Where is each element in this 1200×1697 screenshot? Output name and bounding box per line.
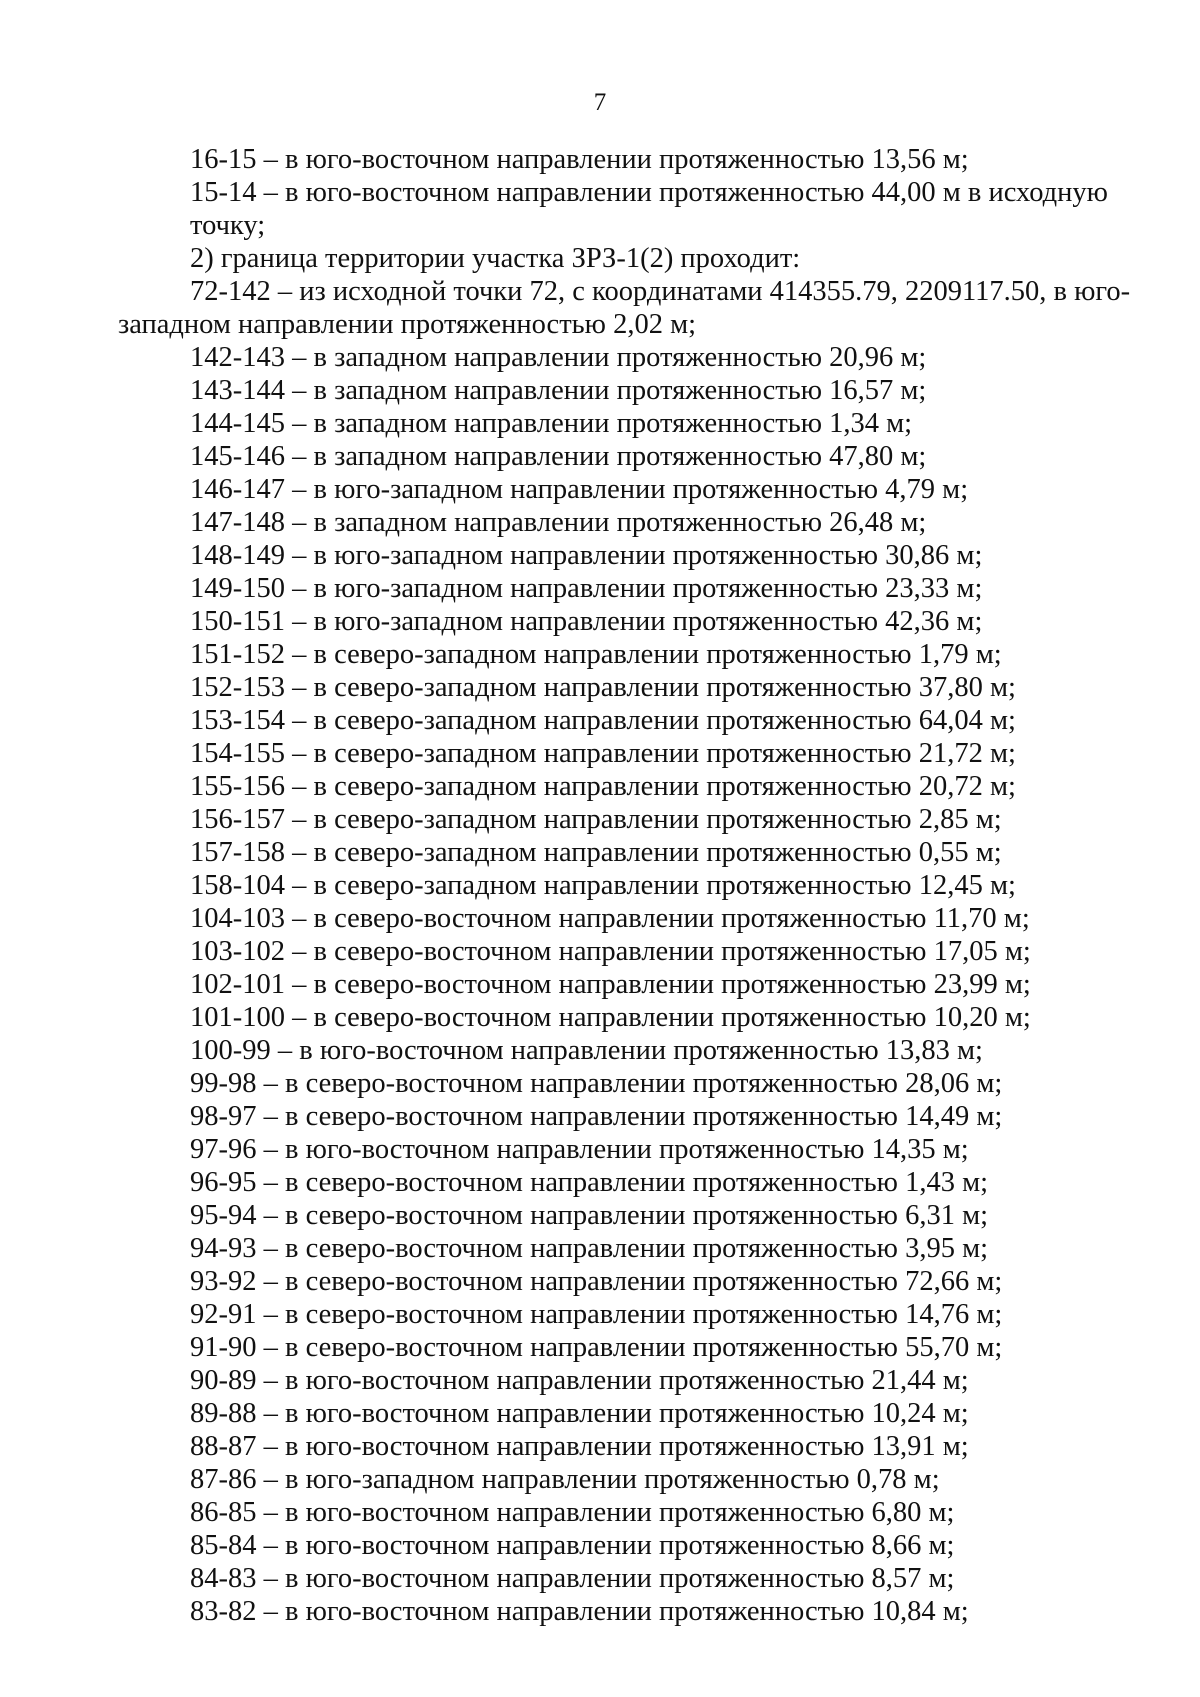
text-line: 142-143 – в западном направлении протяженностью 20,96 м; bbox=[190, 342, 927, 373]
text-line: 145-146 – в западном направлении протяженностью 47,80 м; bbox=[190, 441, 927, 472]
text-line: 150-151 – в юго-западном направлении протяженностью 42,36 м; bbox=[190, 606, 983, 637]
text-line: 154-155 – в северо-западном направлении протяженностью 21,72 м; bbox=[190, 738, 1016, 769]
text-line: 148-149 – в юго-западном направлении протяженностью 30,86 м; bbox=[190, 540, 983, 571]
text-line: 90-89 – в юго-восточном направлении протяженностью 21,44 м; bbox=[190, 1365, 969, 1396]
text-line: 144-145 – в западном направлении протяженностью 1,34 м; bbox=[190, 408, 913, 439]
text-line: 155-156 – в северо-западном направлении протяженностью 20,72 м; bbox=[190, 771, 1016, 802]
text-line: 89-88 – в юго-восточном направлении протяженностью 10,24 м; bbox=[190, 1398, 969, 1429]
text-line: 146-147 – в юго-западном направлении протяженностью 4,79 м; bbox=[190, 474, 969, 505]
text-line: 147-148 – в западном направлении протяженностью 26,48 м; bbox=[190, 507, 927, 538]
text-line: западном направлении протяженностью 2,02 м; bbox=[118, 309, 697, 340]
text-line: 158-104 – в северо-западном направлении протяженностью 12,45 м; bbox=[190, 870, 1016, 901]
text-line: 92-91 – в северо-восточном направлении протяженностью 14,76 м; bbox=[190, 1299, 1003, 1330]
text-line: 104-103 – в северо-восточном направлении протяженностью 11,70 м; bbox=[190, 903, 1030, 934]
document-body bbox=[118, 143, 1138, 1628]
text-line: 97-96 – в юго-восточном направлении протяженностью 14,35 м; bbox=[190, 1134, 969, 1165]
text-line: 149-150 – в юго-западном направлении протяженностью 23,33 м; bbox=[190, 573, 983, 604]
text-line: 16-15 – в юго-восточном направлении протяженностью 13,56 м; bbox=[190, 144, 969, 175]
text-line: 95-94 – в северо-восточном направлении протяженностью 6,31 м; bbox=[190, 1200, 989, 1231]
text-line: 100-99 – в юго-восточном направлении протяженностью 13,83 м; bbox=[190, 1035, 983, 1066]
text-line: 96-95 – в северо-восточном направлении протяженностью 1,43 м; bbox=[190, 1167, 989, 1198]
text-line: 72-142 – из исходной точки 72, с координатами 414355.79, 2209117.50, в юго- bbox=[190, 276, 1131, 307]
text-line: 86-85 – в юго-восточном направлении протяженностью 6,80 м; bbox=[190, 1497, 955, 1528]
text-line: 2) граница территории участка ЗРЗ-1(2) проходит: bbox=[190, 243, 801, 274]
text-line: 102-101 – в северо-восточном направлении протяженностью 23,99 м; bbox=[190, 969, 1031, 1000]
text-line: 15-14 – в юго-восточном направлении протяженностью 44,00 м в исходную bbox=[190, 177, 1108, 208]
text-line: 103-102 – в северо-восточном направлении протяженностью 17,05 м; bbox=[190, 936, 1031, 967]
page-number: 7 bbox=[593, 89, 607, 116]
text-line: 152-153 – в северо-западном направлении протяженностью 37,80 м; bbox=[190, 672, 1016, 703]
text-line: 83-82 – в юго-восточном направлении протяженностью 10,84 м; bbox=[190, 1596, 969, 1627]
text-line: 99-98 – в северо-восточном направлении протяженностью 28,06 м; bbox=[190, 1068, 1003, 1099]
text-line: 84-83 – в юго-восточном направлении протяженностью 8,57 м; bbox=[190, 1563, 955, 1594]
text-line: 88-87 – в юго-восточном направлении протяженностью 13,91 м; bbox=[190, 1431, 969, 1462]
text-line: 157-158 – в северо-западном направлении протяженностью 0,55 м; bbox=[190, 837, 1002, 868]
text-line: 91-90 – в северо-восточном направлении протяженностью 55,70 м; bbox=[190, 1332, 1003, 1363]
text-line: 143-144 – в западном направлении протяженностью 16,57 м; bbox=[190, 375, 927, 406]
text-line: 101-100 – в северо-восточном направлении протяженностью 10,20 м; bbox=[190, 1002, 1031, 1033]
text-line: 87-86 – в юго-западном направлении протяженностью 0,78 м; bbox=[190, 1464, 940, 1495]
text-line: 153-154 – в северо-западном направлении протяженностью 64,04 м; bbox=[190, 705, 1016, 736]
text-line: 85-84 – в юго-восточном направлении протяженностью 8,66 м; bbox=[190, 1530, 955, 1561]
text-line: 156-157 – в северо-западном направлении протяженностью 2,85 м; bbox=[190, 804, 1002, 835]
text-line: 94-93 – в северо-восточном направлении протяженностью 3,95 м; bbox=[190, 1233, 989, 1264]
text-line: точку; bbox=[190, 210, 266, 241]
text-line: 93-92 – в северо-восточном направлении протяженностью 72,66 м; bbox=[190, 1266, 1003, 1297]
text-line: 151-152 – в северо-западном направлении протяженностью 1,79 м; bbox=[190, 639, 1002, 670]
text-line: 98-97 – в северо-восточном направлении протяженностью 14,49 м; bbox=[190, 1101, 1003, 1132]
